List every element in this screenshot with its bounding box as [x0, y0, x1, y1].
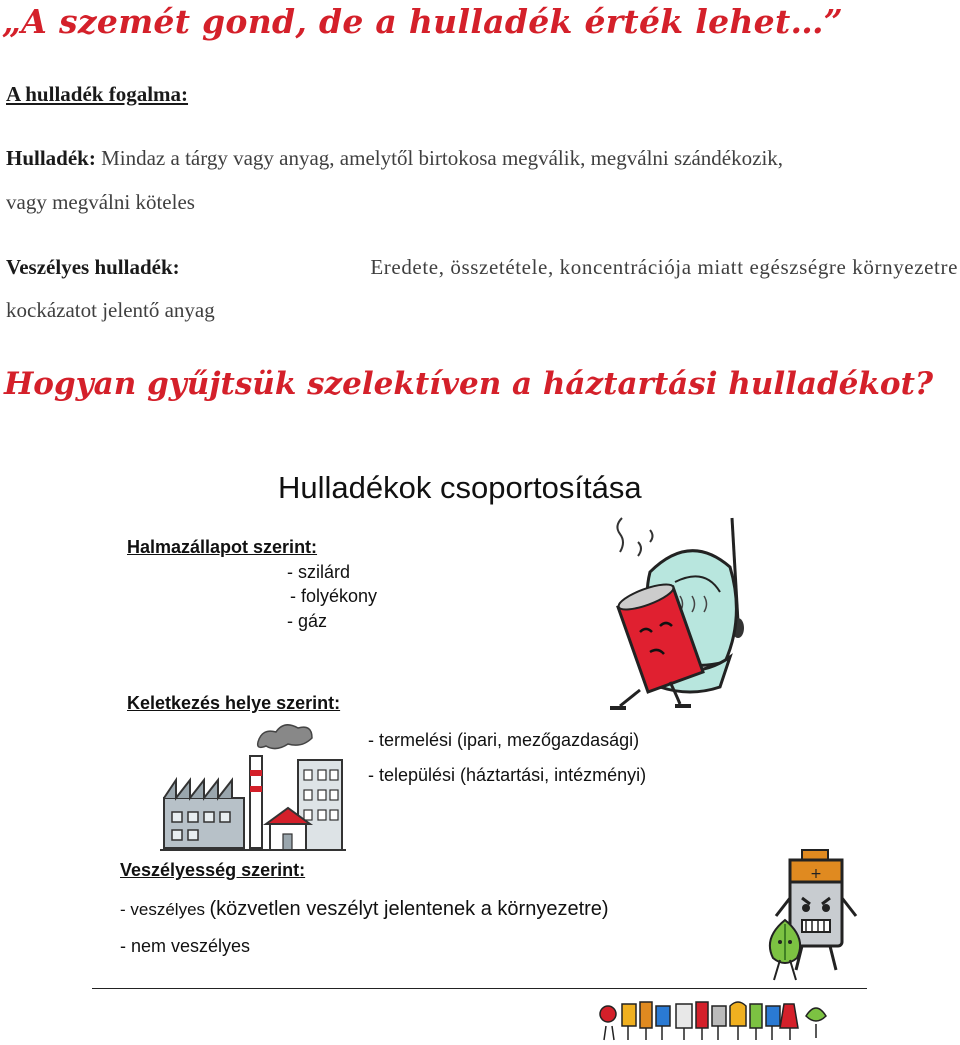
halmaz-heading: Halmazállapot szerint: — [127, 537, 318, 557]
keletkezes-item: - települési (háztartási, intézményi) — [368, 765, 647, 785]
veszelyesseg-item-2: - nem veszélyes — [120, 936, 251, 956]
veszelyesseg-item-1-prefix: - veszélyes — [120, 900, 206, 919]
veszelyesseg-item-1-rest: (közvetlen veszélyt jelentenek a környezetre) — [209, 898, 609, 920]
hulladek-def-line1: Mindaz a tárgy vagy anyag, amelytől birtokosa megválik, megválni szándékozik, — [101, 146, 784, 170]
recycling-characters-illustration — [596, 996, 836, 1044]
question-heading: Hogyan gyűjtsük szelektíven a háztartási hulladékot? — [4, 366, 934, 402]
veszelyesseg-item-1 — [120, 898, 609, 921]
veszelyes-definition — [6, 255, 958, 280]
hulladek-term: Hulladék: — [6, 146, 96, 170]
leaf-character-illustration — [760, 918, 810, 988]
factory-illustration — [158, 720, 348, 855]
grouping-title: Hulladékok csoportosítása — [278, 470, 642, 505]
veszelyes-term: Veszélyes hulladék: — [6, 255, 180, 279]
keletkezes-heading: Keletkezés helye szerint: — [127, 693, 341, 713]
svg-text:+: + — [810, 866, 822, 882]
halmaz-item: - gáz — [287, 611, 328, 631]
sick-can-toilet-illustration — [580, 512, 810, 712]
definition-heading: A hulladék fogalma: — [6, 82, 189, 106]
halmaz-item: - szilárd — [287, 562, 351, 582]
keletkezes-item: - termelési (ipari, mezőgazdasági) — [368, 730, 640, 750]
veszelyesseg-heading: Veszélyesség szerint: — [120, 860, 306, 880]
page-title: „A szemét gond, de a hulladék érték lehet…” — [2, 2, 844, 41]
veszelyes-def-line1: Eredete, összetétele, koncentrációja miatt egészségre környezetre — [370, 255, 958, 279]
halmaz-item: - folyékony — [290, 586, 378, 606]
hulladek-def-line2: vagy megválni köteles — [6, 190, 195, 214]
hulladek-definition — [6, 146, 783, 171]
divider — [92, 988, 867, 989]
veszelyes-def-line2: kockázatot jelentő anyag — [6, 298, 215, 322]
